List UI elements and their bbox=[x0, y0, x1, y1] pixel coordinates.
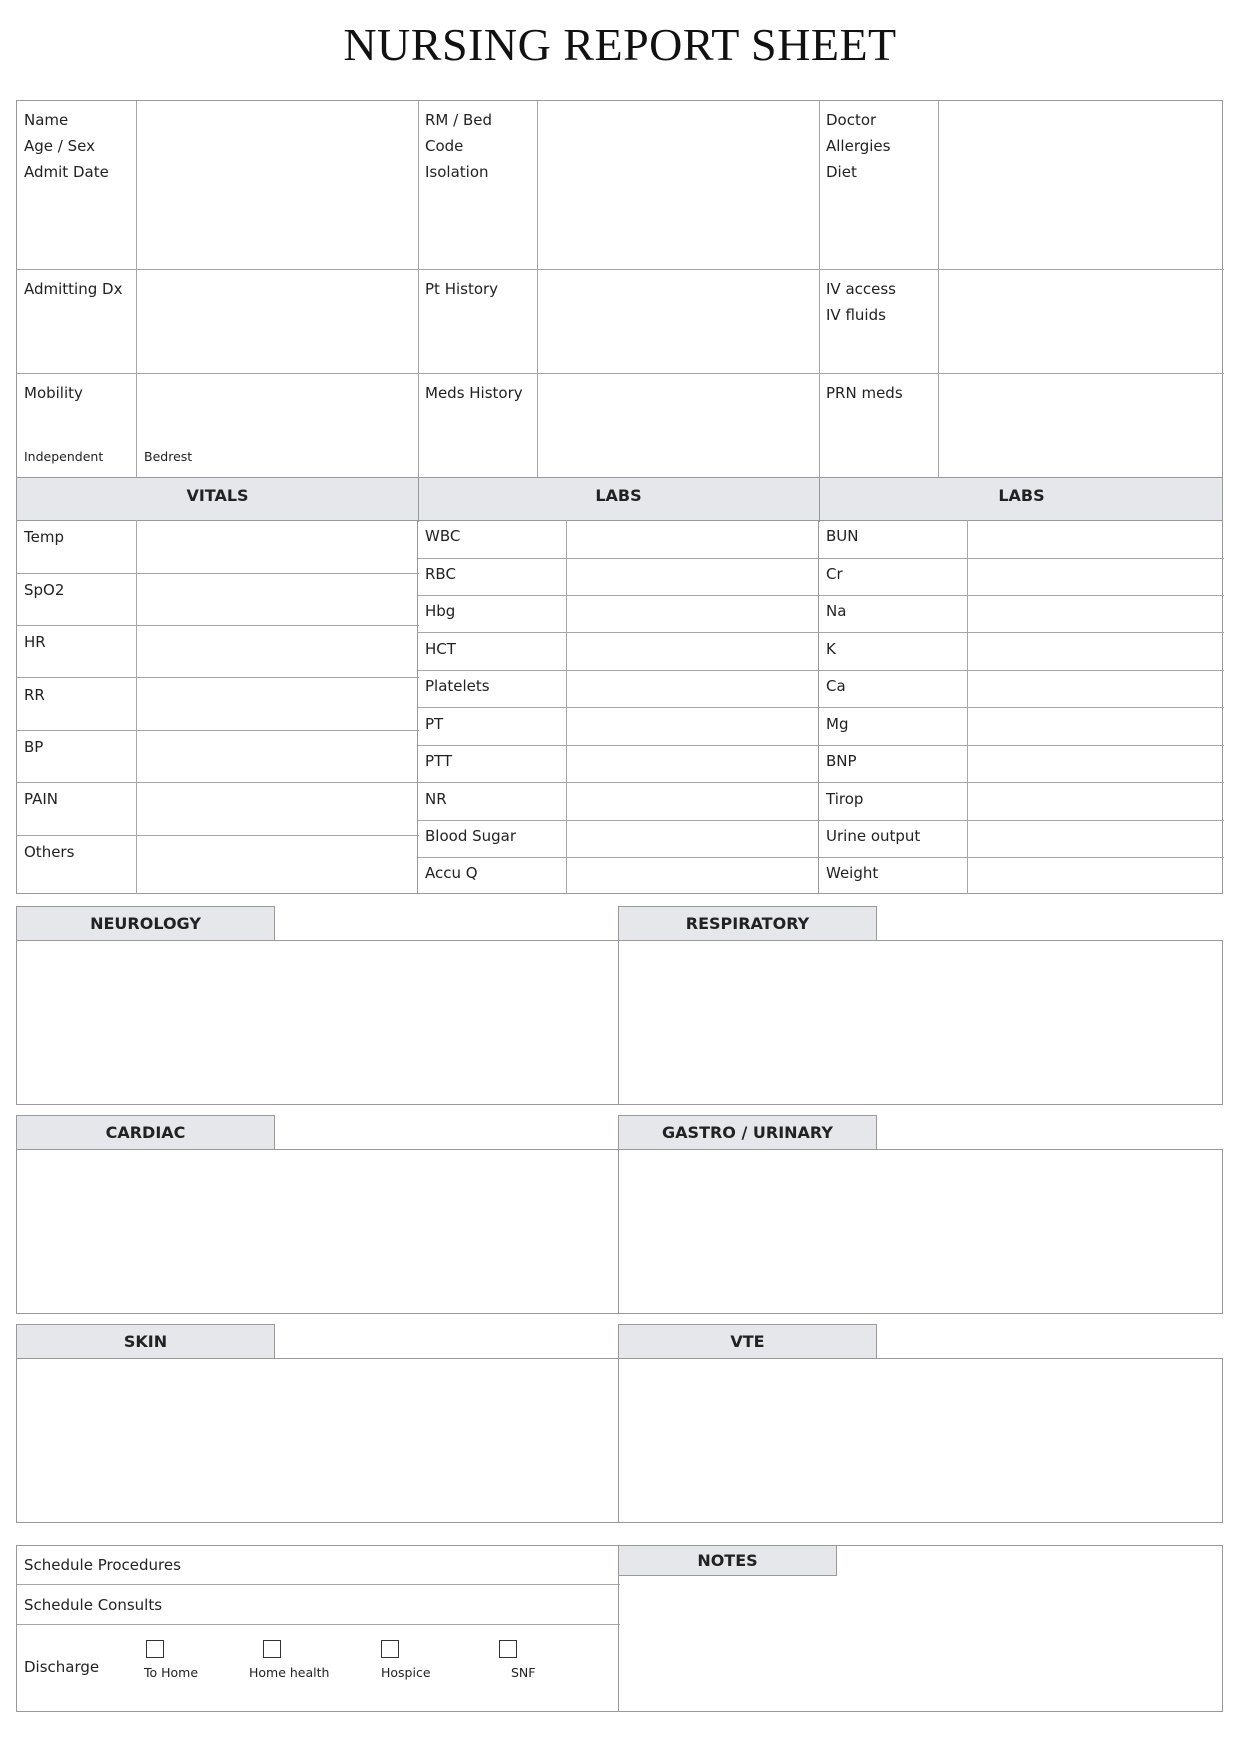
code-label: Code bbox=[425, 137, 464, 155]
age-sex-label: Age / Sex bbox=[24, 137, 95, 155]
skin-box bbox=[16, 1358, 619, 1523]
vte-box bbox=[618, 1358, 1223, 1523]
respiratory-header: RESPIRATORY bbox=[618, 906, 877, 941]
pt-history-label: Pt History bbox=[425, 280, 499, 298]
vitals-bp: BP bbox=[24, 738, 44, 756]
vitals-spo2: SpO2 bbox=[24, 581, 65, 599]
vitals-pain: PAIN bbox=[24, 790, 58, 808]
schedule-consults-label: Schedule Consults bbox=[24, 1596, 163, 1614]
name-label: Name bbox=[24, 111, 69, 129]
discharge-label: Discharge bbox=[24, 1658, 100, 1676]
vte-header: VTE bbox=[618, 1324, 877, 1359]
iv-labels bbox=[826, 276, 896, 328]
lab-mg: Mg bbox=[826, 715, 849, 733]
to-home-checkbox[interactable] bbox=[146, 1640, 164, 1658]
vitals-temp: Temp bbox=[24, 528, 64, 546]
hospice-checkbox[interactable] bbox=[381, 1640, 399, 1658]
vitals-labs-header-row bbox=[16, 477, 1223, 521]
isolation-label: Isolation bbox=[425, 163, 489, 181]
iv-fluids-label: IV fluids bbox=[826, 306, 886, 324]
page-title: NURSING REPORT SHEET bbox=[343, 19, 897, 70]
respiratory-box bbox=[618, 940, 1223, 1105]
vitals-others: Others bbox=[24, 843, 75, 861]
labs-header-2: LABS bbox=[998, 486, 1045, 505]
lab-tirop: Tirop bbox=[826, 790, 864, 808]
lab-na: Na bbox=[826, 602, 847, 620]
lab-blood-sugar: Blood Sugar bbox=[425, 827, 517, 845]
lab-bun: BUN bbox=[826, 527, 859, 545]
allergies-label: Allergies bbox=[826, 137, 891, 155]
lab-hct: HCT bbox=[425, 640, 456, 658]
patient-info-col2 bbox=[425, 107, 492, 185]
snf-label: SNF bbox=[511, 1665, 536, 1680]
neurology-header: NEUROLOGY bbox=[16, 906, 275, 941]
to-home-label: To Home bbox=[144, 1665, 199, 1680]
lab-nr: NR bbox=[425, 790, 447, 808]
meds-history-label: Meds History bbox=[425, 384, 523, 402]
cardiac-box bbox=[16, 1149, 619, 1314]
lab-bnp: BNP bbox=[826, 752, 857, 770]
prn-meds-label: PRN meds bbox=[826, 384, 903, 402]
patient-info-col3 bbox=[826, 107, 890, 185]
gastro-header: GASTRO / URINARY bbox=[618, 1115, 877, 1150]
vitals-table bbox=[16, 520, 418, 894]
lab-rbc: RBC bbox=[425, 565, 456, 583]
patient-info-grid bbox=[16, 100, 1223, 478]
vitals-header: VITALS bbox=[186, 486, 249, 505]
mobility-label: Mobility bbox=[24, 384, 83, 402]
mobility-bedrest: Bedrest bbox=[144, 449, 193, 464]
lab-ptt: PTT bbox=[425, 752, 453, 770]
gastro-box bbox=[618, 1149, 1223, 1314]
lab-hbg: Hbg bbox=[425, 602, 456, 620]
labs-header-1: LABS bbox=[595, 486, 642, 505]
patient-info-col1 bbox=[24, 107, 109, 185]
neurology-box bbox=[16, 940, 619, 1105]
doctor-label: Doctor bbox=[826, 111, 877, 129]
mobility-independent: Independent bbox=[24, 449, 104, 464]
admit-date-label: Admit Date bbox=[24, 163, 109, 181]
schedule-box bbox=[16, 1545, 619, 1712]
lab-ca: Ca bbox=[826, 677, 846, 695]
hospice-label: Hospice bbox=[381, 1665, 431, 1680]
vitals-hr: HR bbox=[24, 633, 46, 651]
home-health-label: Home health bbox=[249, 1665, 330, 1680]
lab-k: K bbox=[826, 640, 836, 658]
cardiac-header: CARDIAC bbox=[16, 1115, 275, 1150]
lab-pt: PT bbox=[425, 715, 444, 733]
labs-table-1 bbox=[417, 520, 819, 894]
lab-urine-output: Urine output bbox=[826, 827, 921, 845]
vitals-rr: RR bbox=[24, 686, 45, 704]
skin-header: SKIN bbox=[16, 1324, 275, 1359]
snf-checkbox[interactable] bbox=[499, 1640, 517, 1658]
lab-wbc: WBC bbox=[425, 527, 461, 545]
lab-accu-q: Accu Q bbox=[425, 864, 478, 882]
home-health-checkbox[interactable] bbox=[263, 1640, 281, 1658]
schedule-procedures-label: Schedule Procedures bbox=[24, 1556, 181, 1574]
diet-label: Diet bbox=[826, 163, 857, 181]
lab-cr: Cr bbox=[826, 565, 843, 583]
lab-weight: Weight bbox=[826, 864, 879, 882]
rm-bed-label: RM / Bed bbox=[425, 111, 492, 129]
iv-access-label: IV access bbox=[826, 280, 896, 298]
lab-platelets: Platelets bbox=[425, 677, 490, 695]
admitting-dx-label: Admitting Dx bbox=[24, 280, 123, 298]
notes-header: NOTES bbox=[618, 1545, 837, 1576]
labs-table-2 bbox=[818, 520, 1223, 894]
